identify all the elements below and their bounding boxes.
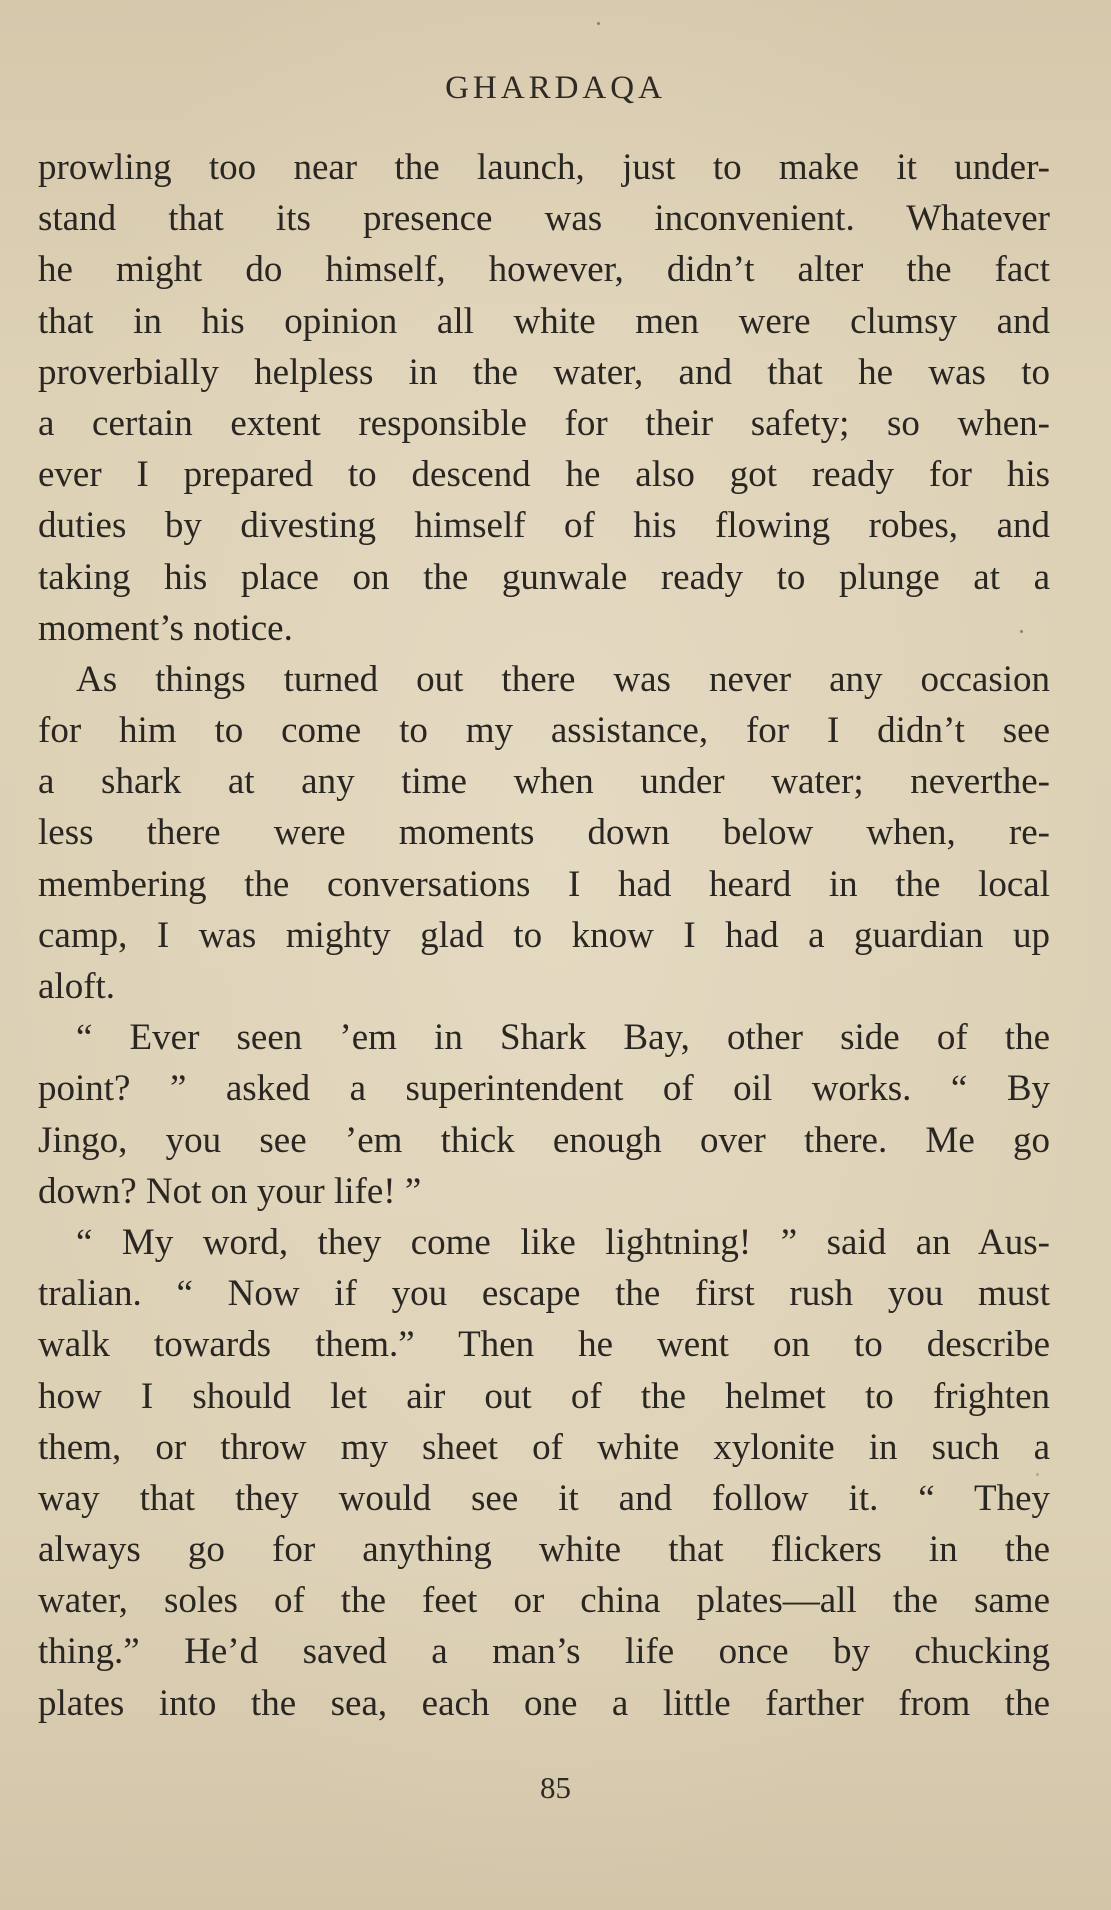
paper-speck [1020, 630, 1023, 633]
text-line: stand that its presence was inconvenient. Whatever [38, 198, 1050, 240]
paragraph [38, 142, 1050, 654]
running-head: GHARDAQA [445, 70, 666, 106]
text-line: a shark at any time when under water; neverthe- [38, 761, 1050, 803]
text-line: less there were moments down below when, re- [38, 812, 1050, 854]
paragraph [38, 1217, 1050, 1729]
text-line: “ Ever seen ’em in Shark Bay, other side of the [76, 1017, 1050, 1059]
text-line: that in his opinion all white men were clumsy and [38, 300, 1050, 342]
text-line: down? Not on your life! ” [38, 1170, 422, 1212]
text-line: a certain extent responsible for their safety; so when- [38, 402, 1050, 444]
text-line: proverbially helpless in the water, and that he was to [38, 351, 1050, 393]
text-line: for him to come to my assistance, for I didn’t see [38, 710, 1050, 752]
text-line: taking his place on the gunwale ready to plunge at a [38, 556, 1050, 598]
text-line: how I should let air out of the helmet to frighten [38, 1375, 1050, 1417]
text-line: Jingo, you see ’em thick enough over there. Me go [38, 1119, 1050, 1161]
text-line: ever I prepared to descend he also got ready for his [38, 454, 1050, 496]
text-line: duties by divesting himself of his flowing robes, and [38, 505, 1050, 547]
text-line: camp, I was mighty glad to know I had a guardian up [38, 914, 1050, 956]
text-line: walk towards them.” Then he went on to describe [38, 1324, 1050, 1366]
text-line: membering the conversations I had heard in the local [38, 863, 1050, 905]
text-line: aloft. [38, 966, 116, 1007]
text-line: moment’s notice. [38, 607, 293, 649]
text-line: thing.” He’d saved a man’s life once by chucking [38, 1631, 1050, 1673]
paper-speck [1036, 1473, 1039, 1476]
text-line: he might do himself, however, didn’t alter the fact [38, 249, 1050, 291]
text-line: As things turned out there was never any occasion [76, 658, 1050, 700]
paragraph [38, 654, 1050, 1012]
text-line: always go for anything white that flickers in the [38, 1529, 1050, 1571]
page-number: 85 [540, 1770, 571, 1805]
body-text [38, 142, 1050, 1729]
text-line: plates into the sea, each one a little farther from the [38, 1682, 1050, 1724]
text-line: point? ” asked a superintendent of oil works. “ By [38, 1068, 1050, 1110]
text-line: water, soles of the feet or china plates—all the same [38, 1580, 1050, 1622]
text-line: prowling too near the launch, just to make it under- [38, 147, 1050, 188]
paper-speck [597, 22, 600, 25]
text-line: “ My word, they come like lightning! ” said an Aus- [76, 1221, 1050, 1263]
text-line: way that they would see it and follow it. “ They [38, 1477, 1050, 1519]
paragraph [38, 1012, 1050, 1217]
text-line: tralian. “ Now if you escape the first rush you must [38, 1273, 1050, 1315]
text-line: them, or throw my sheet of white xylonite in such a [38, 1426, 1050, 1468]
